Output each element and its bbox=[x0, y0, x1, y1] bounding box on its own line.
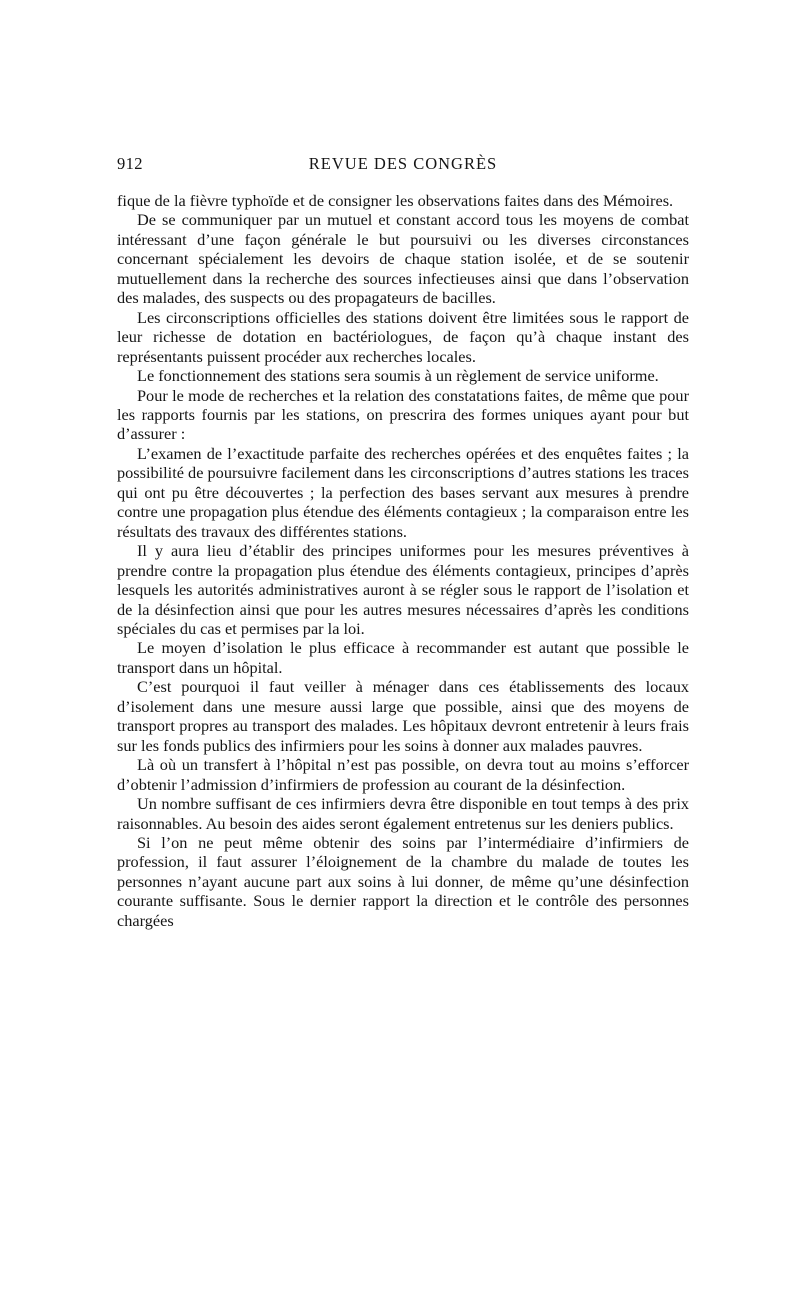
paragraph-examen: L’examen de l’exactitude parfaite des recherches opérées et des enquêtes faites ; la possibilité de poursuivre facilement dans les circonscriptions d’autres stations les traces qui ont pu être découvertes ; la perfection des bases servant aux mesures à prendre contre une propagation plus étendue des éléments contagieux ; la comparaison entre les résultats des travaux des différentes stations. bbox=[117, 443, 689, 541]
running-title: REVUE DES CONGRÈS bbox=[308, 154, 498, 173]
paragraph-soins: Si l’on ne peut même obtenir des soins par l’intermédiaire d’infirmiers de profession, il faut assurer l’éloignement de la chambre du malade de toutes les personnes n’ayant aucune part aux soins à lui donner, de même qu’une désinfection courante suffisante. Sous le dernier rapport la direction et le contrôle des personnes chargées bbox=[117, 832, 689, 930]
paragraph-circonscriptions: Les circonscriptions officielles des stations doivent être limitées sous le rapport de leur richesse de dotation en bactériologues, de façon qu’à chaque instant des représentants puissent procéder aux recherches locales. bbox=[117, 307, 689, 366]
page-number: 912 bbox=[117, 154, 143, 173]
paragraph-hopitaux: C’est pourquoi il faut veiller à ménager dans ces établissements des locaux d’isolement dans une mesure aussi large que possible, ainsi que des moyens de transport propres au transport des malades. Les hôpitaux devront entretenir à leurs frais sur les fonds publics des infirmiers pour les soins à donner aux malades pauvres. bbox=[117, 677, 689, 755]
paragraph-transfert: Là où un transfert à l’hôpital n’est pas possible, on devra tout au moins s’efforcer d’obtenir l’admission d’infirmiers de profession au courant de la désinfection. bbox=[117, 755, 689, 794]
paragraph-infirmiers: Un nombre suffisant de ces infirmiers devra être disponible en tout temps à des prix raisonnables. Au besoin des aides seront également entretenus sur les deniers publics. bbox=[117, 794, 689, 833]
paragraph-fonctionnement: Le fonctionnement des stations sera soumis à un règlement de service uniforme. bbox=[137, 366, 659, 386]
paragraph-mode-recherches: Pour le mode de recherches et la relation des constatations faites, de même que pour les rapports fournis par les stations, on prescrira des formes uniques ayant pour but d’assurer : bbox=[117, 385, 689, 444]
page-header bbox=[117, 150, 689, 178]
paragraph-isolation: Le moyen d’isolation le plus efficace à recommander est autant que possible le transport dans un hôpital. bbox=[117, 638, 689, 677]
paragraph-principes: Il y aura lieu d’établir des principes uniformes pour les mesures préventives à prendre contre la propagation plus étendue des éléments contagieux, principes d’après lesquels les autorités administratives auront à se régler sous le rapport de l’isolation et de la désinfection ainsi que pour les autres mesures nécessaires d’après les conditions spéciales du cas et permises par la loi. bbox=[117, 541, 689, 638]
paragraph-continuation: fique de la fièvre typhoïde et de consigner les observations faites dans des Mémoires. bbox=[117, 191, 674, 210]
book-page bbox=[117, 150, 689, 930]
paragraph-communication: De se communiquer par un mutuel et constant accord tous les moyens de combat intéressant d’une façon générale le but poursuivi ou les diverses circonstances concernant spécialement les devoirs de chaque station isolée, et de se soutenir mutuellement dans la recherche des sources infectieuses ainsi que dans l’observation des malades, des suspects ou des propagateurs de bacilles. bbox=[117, 210, 689, 308]
body-text bbox=[117, 191, 689, 930]
